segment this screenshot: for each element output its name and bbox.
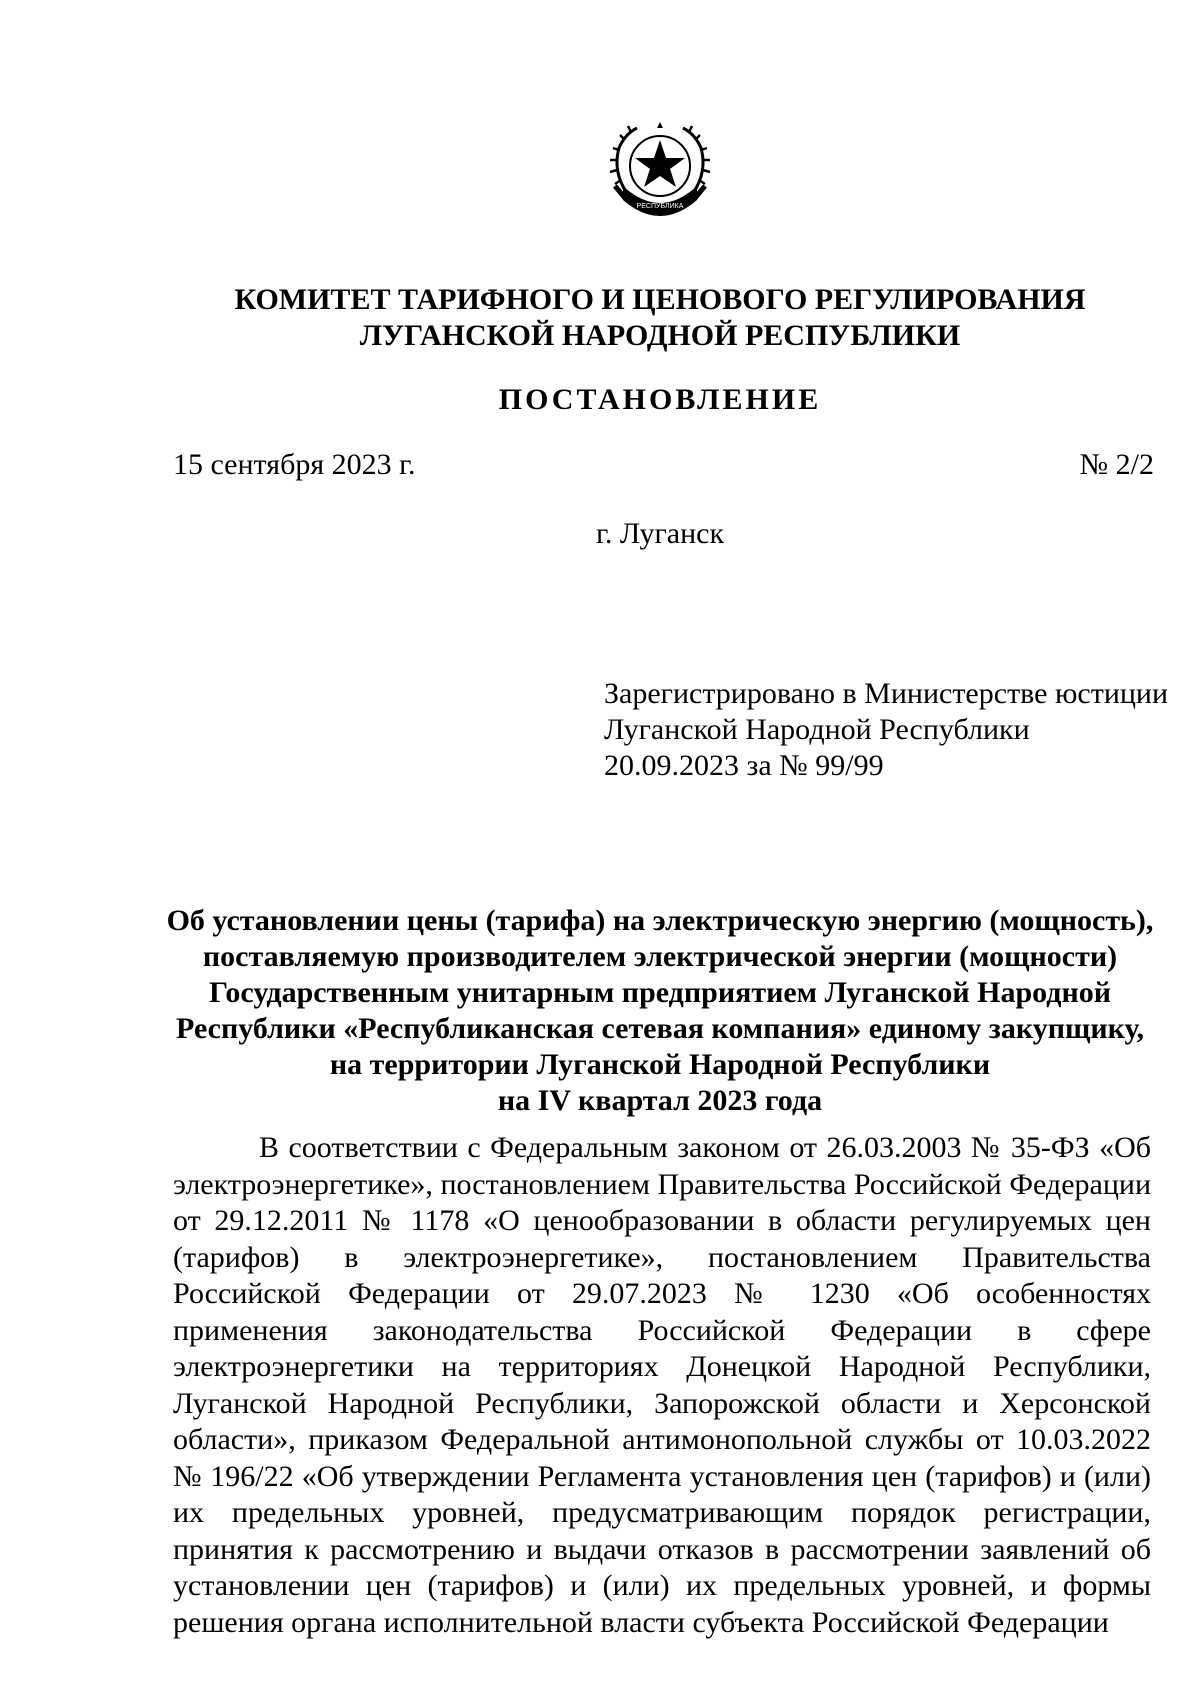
document-city: г. Луганск [595,517,725,550]
body-paragraph [173,1130,1151,1641]
registration-stamp [604,676,1168,784]
document-title [160,903,1160,1119]
emblem-ribbon-text: РЕСПУБЛИКА [636,203,684,210]
document-number: № 2/2 [1079,448,1154,481]
title-line: поставляемую производителем электрической энергии (мощности) [202,940,1118,973]
document-date: 15 сентября 2023 г. [173,448,416,481]
body-paragraph-text: В соответствии с Федеральным законом от 26.03.2003 № 35-ФЗ «Об электроэнергетике», постановлением Правительства Российской Федерации от 29.12.2011 № 1178 «О ценообразовании в области регулируемых цен (тарифов) в электроэнергетике», постановлением Правительства Российской Федерации от 29.07.2023 № 1230 «Об особенностях применения законодательства Российской Федерации в сфере электроэнергетики на территориях Донецкой Народной Республики, Луганской Народной Республики, Запорожской области и Херсонской области», приказом Федеральной антимонопольной службы от 10.03.2022 № 196/22 «Об утверждении Регламента установления цен (тарифов) и (или) их предельных уровней, предусматривающим порядок регистрации, принятия к рассмотрению и выдачи отказов в рассмотрении заявлений об установлении цен (тарифов) и (или) их предельных уровней, и формы решения органа исполнительной власти субъекта Российской Федерации [173,1131,1151,1639]
title-line: на территории Луганской Народной Республики [329,1048,991,1081]
title-line: Государственным унитарным предприятием Луганской Народной [208,976,1112,1009]
registration-line: Луганской Народной Республики [604,713,1030,746]
committee-name-line2: ЛУГАНСКОЙ НАРОДНОЙ РЕСПУБЛИКИ [359,319,961,352]
registration-line: 20.09.2023 за № 99/99 [604,749,884,782]
title-line: Республики «Республиканская сетевая компания» единому закупщику, [176,1012,1144,1045]
document-type: ПОСТАНОВЛЕНИЕ [498,383,822,416]
registration-line: Зарегистрировано в Министерстве юстиции [604,677,1169,710]
coat-of-arms-icon [605,120,715,228]
title-line: Об установлении цены (тарифа) на электрическую энергию (мощность), [166,904,1154,937]
title-line: на IV квартал 2023 года [497,1084,823,1117]
committee-name-line1: КОМИТЕТ ТАРИФНОГО И ЦЕНОВОГО РЕГУЛИРОВАНИЯ [234,283,1086,316]
